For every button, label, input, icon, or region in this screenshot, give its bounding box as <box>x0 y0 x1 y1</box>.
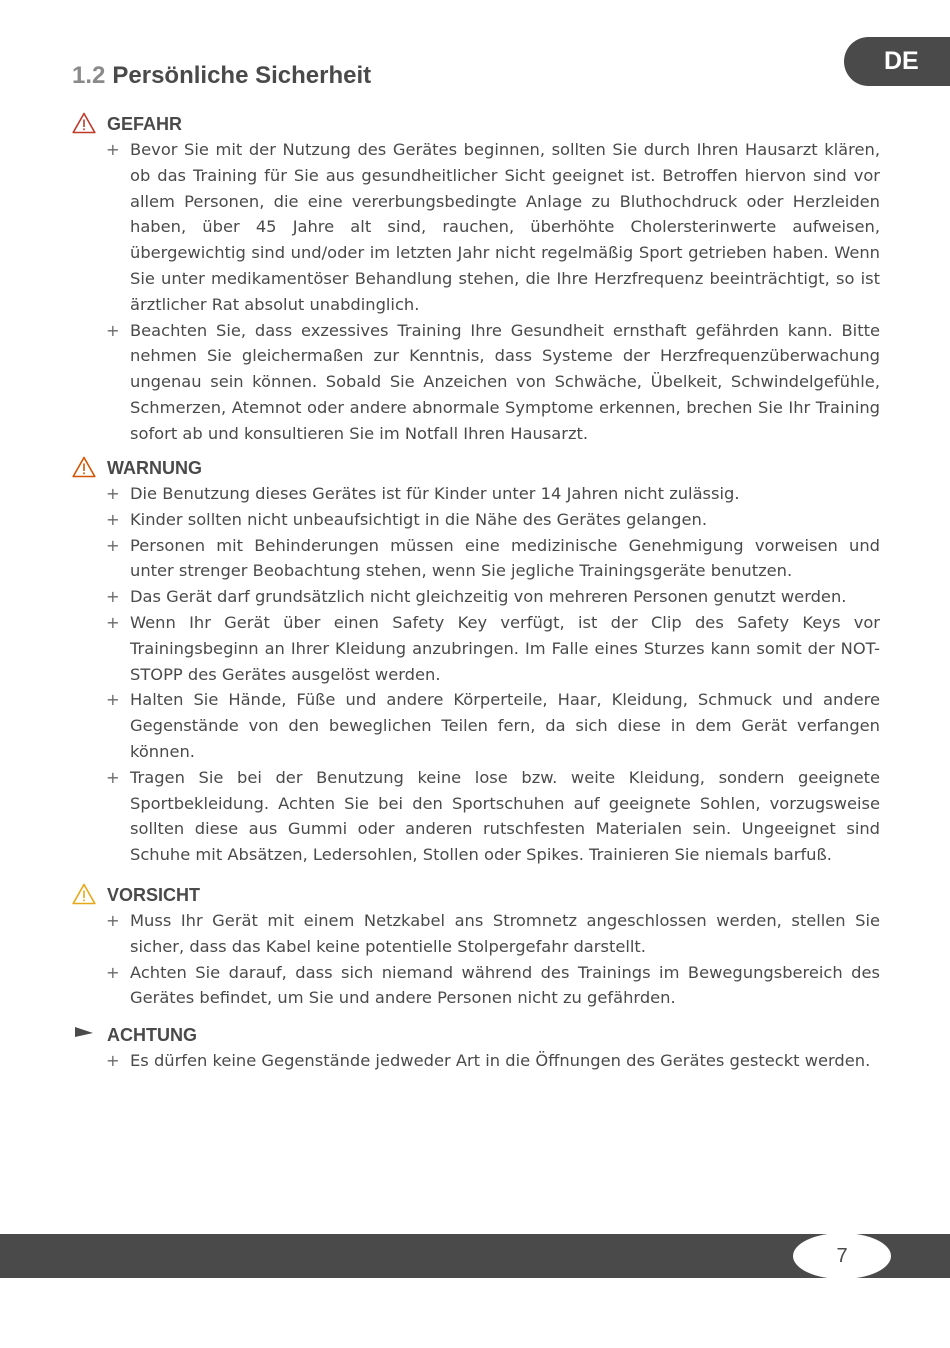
list-item: + Beachten Sie, dass exzessives Training Ihre Gesundheit ernsthaft gefährden kann. Bitte nehmen Sie gleichermaßen zur Kenntnis, dass Systeme der Herzfrequenzüberwachung ungenau sein können. Sobald Sie Anzeichen von Schwäche, Übelkeit, Schwindelgefühle, Schmerzen, Atemnot oder andere abnormale Symptome erkennen, brechen Sie Ihr Training sofort ab und konsultieren Sie im Notfall Ihren Hausarzt. <box>72 318 880 447</box>
list-item: + Bevor Sie mit der Nutzung des Gerätes beginnen, sollten Sie durch Ihren Hausarzt klären, ob das Training für Sie aus gesundheitlicher Sicht geeignet ist. Betroffen hiervon sind vor allem Personen, die eine vererbungsbedingte Anlage zu Bluthochdruck oder Herzleiden haben, über 45 Jahre alt sind, rauchen, überhöhte Cholersterinwerte aufweisen, übergewichtig sind und/oder im letzten Jahr nicht regelmäßig Sport getrieben haben. Wenn Sie unter medikamentöser Behandlung stehen, die Ihre Herzfrequenz beeinträchtigt, so ist ärztlicher Rat absolut unabdinglich. <box>72 137 880 318</box>
section-danger <box>72 111 880 447</box>
section-caution <box>72 882 880 1011</box>
bullet: + <box>106 911 120 930</box>
section-title: Persönliche Sicherheit <box>112 62 372 89</box>
list-item: + Es dürfen keine Gegenstände jedweder Art in die Öffnungen des Gerätes gesteckt werden. <box>72 1048 880 1074</box>
bullet: + <box>106 1051 120 1070</box>
language-tab: DE <box>844 37 950 86</box>
section-caution-title: VORSICHT <box>107 885 201 905</box>
caution-triangle-icon <box>72 883 96 905</box>
section-number: 1.2 <box>72 62 106 89</box>
list-item: + Kinder sollten nicht unbeaufsichtigt in die Nähe des Gerätes gelangen. <box>72 507 880 533</box>
bullet: + <box>106 612 120 632</box>
section-warning <box>72 455 880 868</box>
bullet: + <box>106 767 120 787</box>
attention-flag-icon <box>72 1023 96 1045</box>
list-item: + Wenn Ihr Gerät über einen Safety Key verfügt, ist der Clip des Safety Keys vor Trainingsbeginn an Ihrer Kleidung anzubringen. Im Falle eines Sturzes kann somit der NOT-STOPP des Gerätes ausgelöst werden. <box>72 610 880 687</box>
list-item: + Muss Ihr Gerät mit einem Netzkabel ans Stromnetz angeschlossen werden, stellen Sie sicher, dass das Kabel keine potentielle Stolpergefahr darstellt. <box>72 908 880 960</box>
section-warning-title: WARNUNG <box>107 458 202 478</box>
list-item: + Personen mit Behinderungen müssen eine medizinische Genehmigung vorweisen und unter strenger Beobachtung stehen, wenn Sie jegliche Trainingsgeräte benutzen. <box>72 533 880 585</box>
section-attention <box>72 1022 880 1074</box>
bullet: + <box>106 509 120 529</box>
list-item: + Halten Sie Hände, Füße und andere Körperteile, Haar, Kleidung, Schmuck und andere Gegenstände von den beweglichen Teilen fern, da sich diese in dem Gerät verfangen können. <box>72 687 880 764</box>
warning-triangle-icon <box>72 456 96 478</box>
page-number: 7 <box>793 1233 891 1279</box>
list-item: + Achten Sie darauf, dass sich niemand während des Trainings im Bewegungsbereich des Gerätes befindet, um Sie und andere Personen nicht zu gefährden. <box>72 960 880 1012</box>
bullet: + <box>106 140 120 159</box>
bullet: + <box>106 320 120 340</box>
list-item: + Tragen Sie bei der Benutzung keine lose bzw. weite Kleidung, sondern geeignete Sportbekleidung. Achten Sie bei den Sportschuhen auf geeignete Sohlen, vorzugsweise sollten diese aus Gummi oder anderen rutschfesten Materialen sein. Ungeeignet sind Schuhe mit Absätzen, Ledersohlen, Stollen oder Spikes. Trainieren Sie niemals barfuß. <box>72 765 880 868</box>
list-item: + Das Gerät darf grundsätzlich nicht gleichzeitig von mehreren Personen genutzt werden. <box>72 584 880 610</box>
bullet: + <box>106 535 120 555</box>
bullet: + <box>106 690 120 710</box>
section-danger-title: GEFAHR <box>107 114 183 134</box>
bullet: + <box>106 587 120 607</box>
page-heading <box>72 60 371 92</box>
bullet: + <box>106 962 120 982</box>
danger-triangle-icon <box>72 112 96 134</box>
bullet: + <box>106 484 120 503</box>
section-attention-title: ACHTUNG <box>107 1025 197 1045</box>
list-item: + Die Benutzung dieses Gerätes ist für Kinder unter 14 Jahren nicht zulässig. <box>72 481 880 507</box>
